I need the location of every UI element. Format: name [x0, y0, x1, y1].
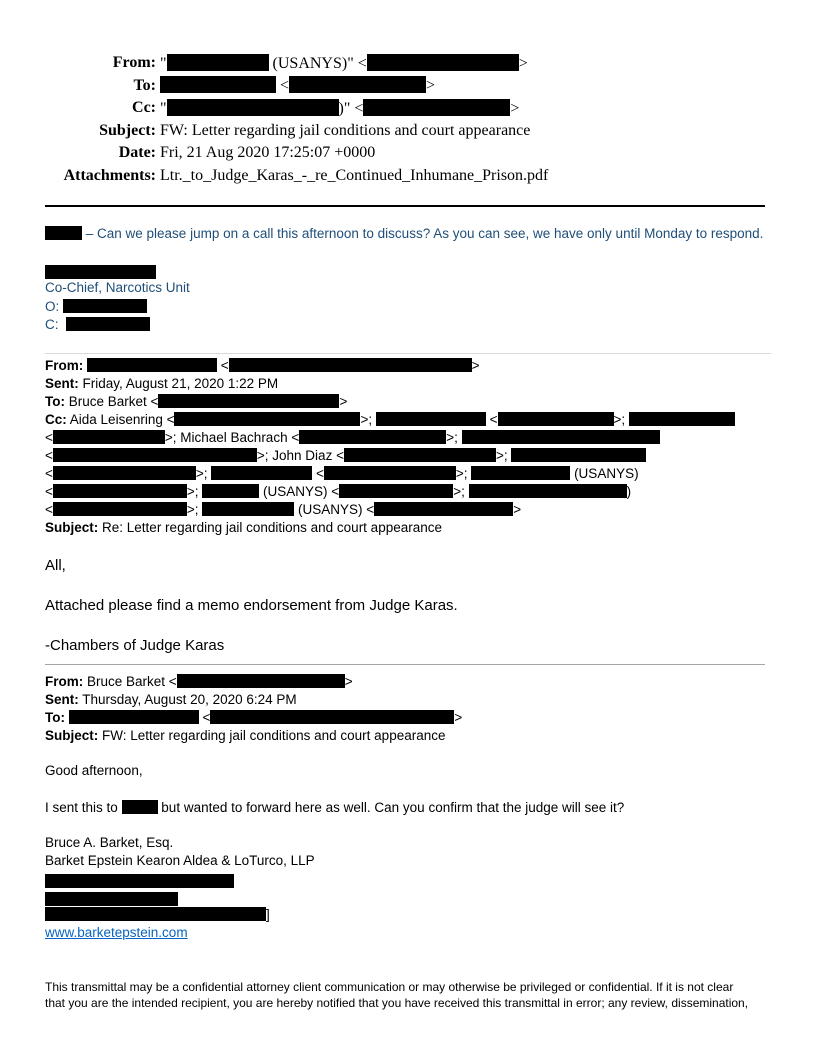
msg1-greeting: All,: [45, 557, 66, 574]
redaction: [339, 484, 453, 498]
redaction: [462, 430, 660, 444]
msg2-from: From: Bruce Barket < >: [45, 674, 353, 689]
msg2-sig-firm: Barket Epstein Kearon Aldea & LoTurco, LLP: [45, 853, 315, 868]
signature-title: Co-Chief, Narcotics Unit: [45, 280, 190, 295]
forward-note: – Can we please jump on a call this afternoon to discuss? As you can see, we have only until Monday to respond.: [45, 226, 763, 241]
msg2-header: [45, 673, 462, 745]
redaction: [511, 448, 646, 462]
redaction: [66, 317, 150, 331]
redaction: [367, 54, 519, 71]
redaction: [87, 358, 217, 372]
redaction: [289, 76, 426, 93]
signature-cell-phone: C:: [45, 317, 150, 332]
redaction: [324, 466, 456, 480]
header-cc-row: [0, 97, 816, 120]
redaction: [376, 412, 486, 426]
redaction: [202, 502, 294, 516]
header-to-value: < >: [160, 76, 435, 95]
website-link[interactable]: www.barketepstein.com: [45, 925, 188, 940]
header-cc-label: Cc:: [132, 99, 156, 117]
msg2-body: I sent this to but wanted to forward here as well. Can you confirm that the judge will see it?: [45, 800, 625, 815]
redaction: [167, 54, 269, 71]
message-divider: [45, 353, 771, 354]
header-date-label: Date:: [118, 144, 156, 162]
redaction: [69, 710, 199, 724]
redaction: [211, 466, 312, 480]
msg1-from: From: < >: [45, 358, 480, 373]
redaction: [45, 265, 156, 279]
redaction: [202, 484, 259, 498]
header-to-row: [0, 75, 816, 98]
redaction: [498, 412, 614, 426]
redaction: [53, 466, 196, 480]
msg1-body: Attached please find a memo endorsement from Judge Karas.: [45, 597, 458, 614]
header-date-row: [0, 142, 816, 165]
header-attachments-value: Ltr._to_Judge_Karas_-_re_Continued_Inhumane_Prison.pdf: [160, 166, 549, 184]
header-from-label: From:: [112, 54, 156, 72]
redaction: [374, 502, 513, 516]
redaction: [122, 800, 158, 814]
header-to-label: To:: [133, 76, 156, 94]
header-divider: [45, 205, 765, 207]
msg2-subject: Subject: FW: Letter regarding jail conditions and court appearance: [45, 728, 446, 743]
redaction: [167, 99, 339, 116]
redaction: [469, 484, 627, 498]
message-divider: [45, 664, 765, 665]
redaction: [471, 466, 570, 480]
redaction: [229, 358, 472, 372]
disclaimer-line-1: This transmittal may be a confidential attorney client communication or may otherwise be privileged or confidential. If it is not clear: [45, 980, 734, 994]
msg2-sig-redaction-3: ]: [45, 907, 270, 922]
msg2-sent: Sent: Thursday, August 20, 2020 6:24 PM: [45, 692, 297, 707]
msg2-website[interactable]: [45, 925, 188, 940]
disclaimer-line-2: that you are the intended recipient, you are hereby notified that you have received this transmittal in error; any review, dissemination,: [45, 996, 749, 1010]
header-from-row: [0, 52, 816, 75]
redaction: [158, 394, 339, 408]
redaction: [174, 412, 360, 426]
msg1-to: To: Bruce Barket < >: [45, 394, 348, 409]
redaction: [63, 299, 147, 313]
redaction: [210, 710, 454, 724]
redaction: [160, 76, 276, 93]
header-cc-value: " )" < >: [160, 99, 520, 117]
signature-office-phone: O:: [45, 299, 147, 314]
msg1-subject: Subject: Re: Letter regarding jail conditions and court appearance: [45, 520, 442, 535]
redaction: [299, 430, 446, 444]
header-date-value: Fri, 21 Aug 2020 17:25:07 +0000: [160, 144, 376, 162]
header-from-value: " (USANYS)" < >: [160, 54, 528, 72]
redaction: [177, 674, 345, 688]
redaction: [45, 226, 82, 240]
redaction: [45, 874, 234, 888]
msg2-sig-name: Bruce A. Barket, Esq.: [45, 835, 174, 850]
redaction: [53, 502, 187, 516]
redaction: [53, 484, 187, 498]
msg2-sig-redaction-1: [45, 873, 234, 891]
header-subject-value: FW: Letter regarding jail conditions and court appearance: [160, 121, 531, 139]
redaction: [45, 907, 266, 921]
redaction: [363, 99, 510, 116]
msg1-cc: Cc: Aida Leisenring < >; < >;: [45, 411, 735, 429]
redaction: [53, 448, 257, 462]
redaction: [45, 892, 178, 906]
msg1-header: From: < > Sent: Friday, August 21, 2020 1:22 PM To: Bruce Barket < > Cc: Aida Leisenring < >; < >; < >; Michael Bachrach < >; < >; John Diaz < >; < >; < >; (USANYS) < >; (USANYS) < >; ) < >; (USANYS) < > Subject: Re: Letter regarding jail conditions and court appearance: [45, 357, 735, 537]
redaction: [344, 448, 496, 462]
redaction: [629, 412, 735, 426]
msg1-sent: Sent: Friday, August 21, 2020 1:22 PM: [45, 376, 279, 391]
msg2-to: To: < >: [45, 710, 463, 725]
header-attachments-label: Attachments:: [63, 166, 156, 184]
header-subject-row: [0, 120, 816, 143]
email-header: [0, 52, 816, 187]
header-subject-label: Subject:: [99, 121, 156, 139]
redaction: [53, 430, 165, 444]
header-attachments-row: [0, 165, 816, 188]
msg2-greeting: Good afternoon,: [45, 763, 143, 778]
msg1-sign: -Chambers of Judge Karas: [45, 637, 225, 654]
